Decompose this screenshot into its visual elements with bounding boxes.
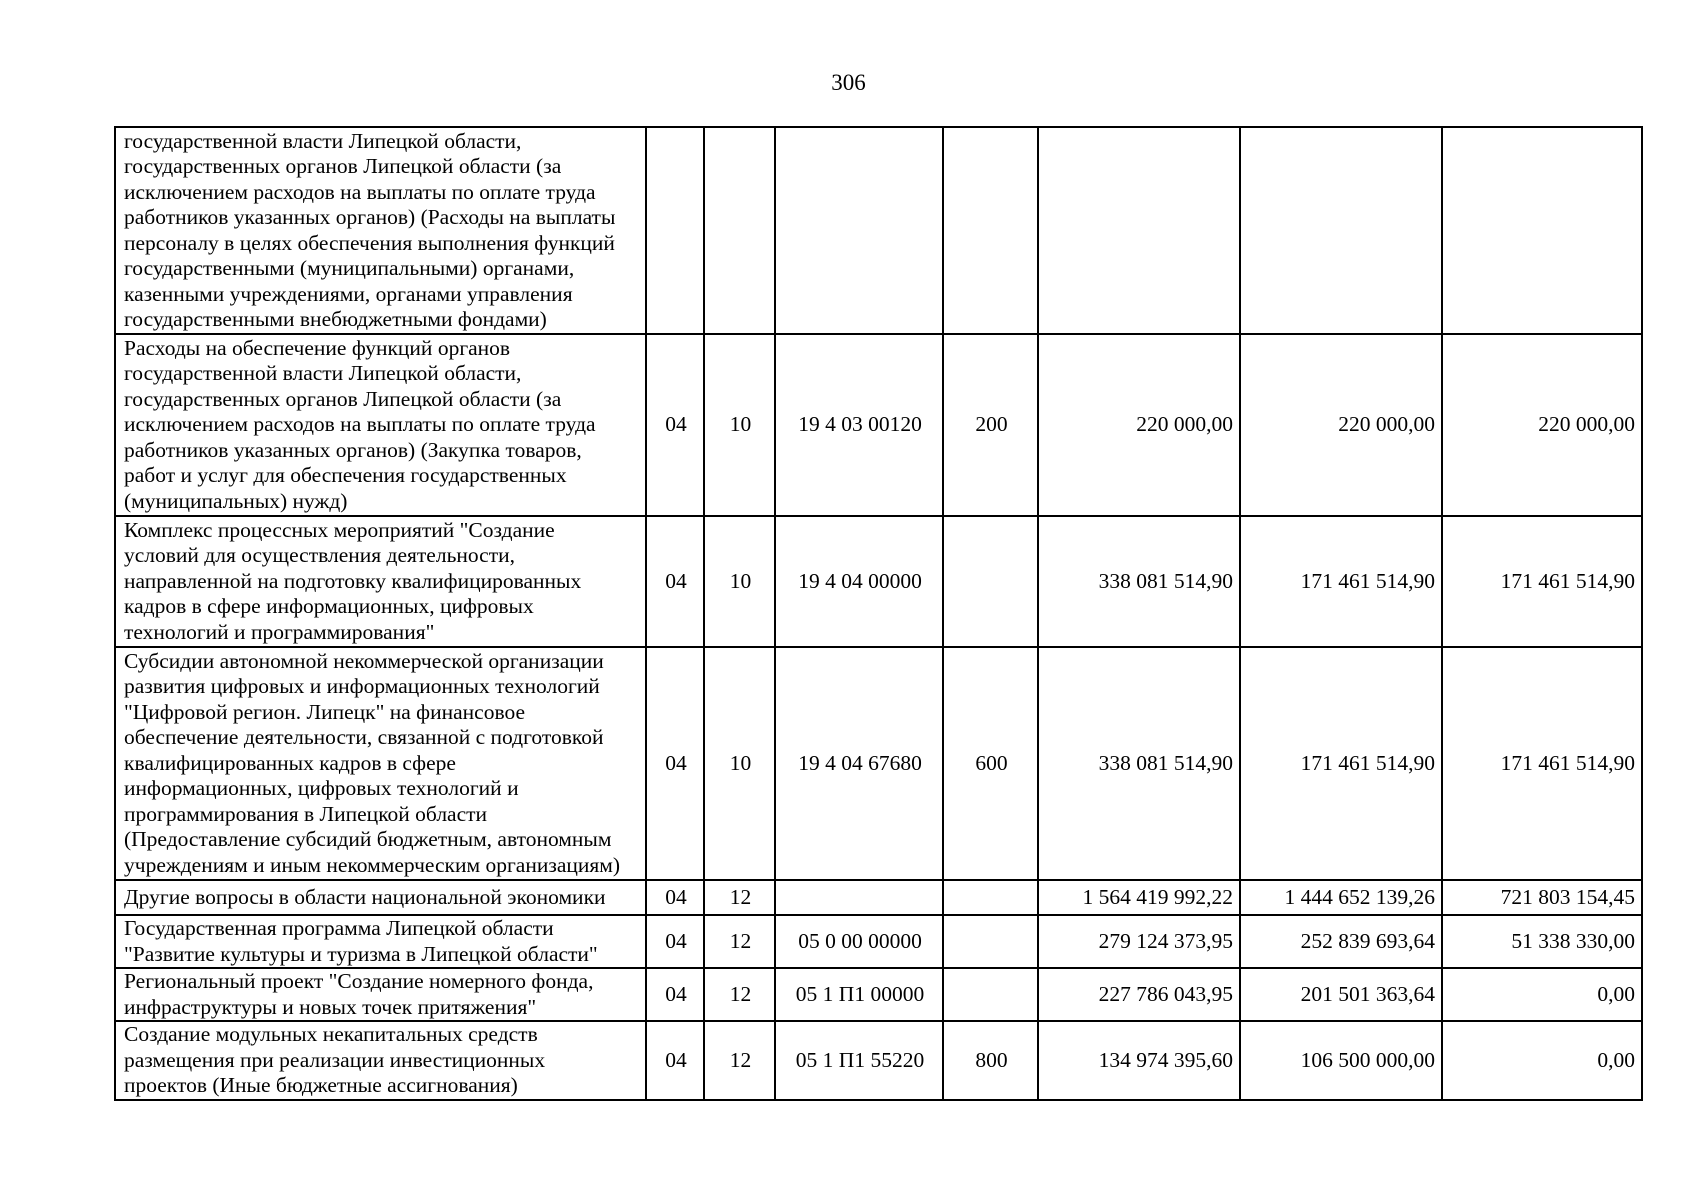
description-line: казенными учреждениями, органами управления xyxy=(124,281,573,306)
subsection-code-cell: 10 xyxy=(704,516,775,647)
section-code-cell: 04 xyxy=(646,915,704,968)
subsection-code-cell xyxy=(704,127,775,334)
expense-type-cell xyxy=(943,915,1038,968)
expense-type-cell: 800 xyxy=(943,1021,1038,1100)
target-article-cell: 05 1 П1 55220 xyxy=(775,1021,943,1100)
section-code-cell xyxy=(646,127,704,334)
table-row xyxy=(115,880,1642,915)
description-line: (Предоставление субсидий бюджетным, автономным xyxy=(124,827,612,852)
description-line: государственной власти Липецкой области, xyxy=(124,361,522,386)
amount-year-1-cell: 1 564 419 992,22 xyxy=(1038,880,1240,915)
amount-year-3-cell: 0,00 xyxy=(1442,1021,1642,1100)
subsection-code-cell: 10 xyxy=(704,647,775,880)
description-line: учреждениям и иным некоммерческим организациям) xyxy=(124,852,621,877)
table-row xyxy=(115,1021,1642,1100)
subsection-code-cell: 12 xyxy=(704,968,775,1021)
amount-year-3-cell: 220 000,00 xyxy=(1442,334,1642,516)
description-line: программирования в Липецкой области xyxy=(124,801,488,826)
description-line: размещения при реализации инвестиционных xyxy=(124,1047,546,1072)
description-line: государственных органов Липецкой области (за xyxy=(124,386,562,411)
description-line: информационных, цифровых технологий и xyxy=(124,776,519,801)
section-code-cell: 04 xyxy=(646,647,704,880)
description-line: Создание модульных некапитальных средств xyxy=(124,1022,538,1046)
section-code-cell: 04 xyxy=(646,880,704,915)
description-line: (муниципальных) нужд) xyxy=(124,488,348,513)
target-article-cell: 19 4 04 67680 xyxy=(775,647,943,880)
description-line: квалифицированных кадров в сфере xyxy=(124,750,456,775)
expense-type-cell xyxy=(943,880,1038,915)
description-cell xyxy=(115,647,646,880)
table-row xyxy=(115,334,1642,516)
amount-year-2-cell: 220 000,00 xyxy=(1240,334,1442,516)
description-line: условий для осуществления деятельности, xyxy=(124,543,515,568)
description-line: исключением расходов на выплаты по оплате труда xyxy=(124,412,596,437)
amount-year-1-cell: 338 081 514,90 xyxy=(1038,647,1240,880)
description-line: обеспечение деятельности, связанной с подготовкой xyxy=(124,725,604,750)
description-cell xyxy=(115,880,646,915)
target-article-cell: 19 4 03 00120 xyxy=(775,334,943,516)
budget-table-body xyxy=(115,127,1642,1100)
target-article-cell: 05 1 П1 00000 xyxy=(775,968,943,1021)
description-line: кадров в сфере информационных, цифровых xyxy=(124,594,534,619)
description-line: исключением расходов на выплаты по оплате труда xyxy=(124,179,596,204)
subsection-code-cell: 10 xyxy=(704,334,775,516)
target-article-cell xyxy=(775,880,943,915)
amount-year-2-cell: 201 501 363,64 xyxy=(1240,968,1442,1021)
amount-year-1-cell xyxy=(1038,127,1240,334)
expense-type-cell xyxy=(943,516,1038,647)
section-code-cell: 04 xyxy=(646,968,704,1021)
description-line: направленной на подготовку квалифицированных xyxy=(124,568,582,593)
description-line: Региональный проект "Создание номерного фонда, xyxy=(124,969,594,993)
description-cell xyxy=(115,915,646,968)
amount-year-3-cell: 721 803 154,45 xyxy=(1442,880,1642,915)
subsection-code-cell: 12 xyxy=(704,880,775,915)
target-article-cell: 05 0 00 00000 xyxy=(775,915,943,968)
description-line: инфраструктуры и новых точек притяжения" xyxy=(124,994,537,1019)
description-line: Государственная программа Липецкой области xyxy=(124,916,554,940)
description-line: работников указанных органов) (Закупка товаров, xyxy=(124,437,582,462)
section-code-cell: 04 xyxy=(646,516,704,647)
description-line: персоналу в целях обеспечения выполнения функций xyxy=(124,230,615,255)
table-row xyxy=(115,647,1642,880)
amount-year-3-cell: 171 461 514,90 xyxy=(1442,516,1642,647)
amount-year-1-cell: 279 124 373,95 xyxy=(1038,915,1240,968)
expense-type-cell xyxy=(943,127,1038,334)
expense-type-cell: 200 xyxy=(943,334,1038,516)
description-line: "Цифровой регион. Липецк" на финансовое xyxy=(124,699,526,724)
amount-year-1-cell: 220 000,00 xyxy=(1038,334,1240,516)
description-cell xyxy=(115,127,646,334)
amount-year-2-cell: 171 461 514,90 xyxy=(1240,647,1442,880)
description-line: работников указанных органов) (Расходы на выплаты xyxy=(124,205,616,229)
description-cell xyxy=(115,516,646,647)
amount-year-2-cell: 171 461 514,90 xyxy=(1240,516,1442,647)
amount-year-3-cell: 51 338 330,00 xyxy=(1442,915,1642,968)
description-line: развития цифровых и информационных технологий xyxy=(124,674,600,699)
table-row xyxy=(115,915,1642,968)
section-code-cell: 04 xyxy=(646,1021,704,1100)
description-line: "Развитие культуры и туризма в Липецкой области" xyxy=(124,941,598,966)
amount-year-3-cell: 0,00 xyxy=(1442,968,1642,1021)
budget-table xyxy=(114,126,1643,1101)
amount-year-2-cell xyxy=(1240,127,1442,334)
description-line: государственными (муниципальными) органами, xyxy=(124,256,575,280)
target-article-cell: 19 4 04 00000 xyxy=(775,516,943,647)
expense-type-cell xyxy=(943,968,1038,1021)
expense-type-cell: 600 xyxy=(943,647,1038,880)
description-line: Субсидии автономной некоммерческой организации xyxy=(124,648,604,673)
description-cell xyxy=(115,1021,646,1100)
table-row xyxy=(115,968,1642,1021)
section-code-cell: 04 xyxy=(646,334,704,516)
amount-year-2-cell: 1 444 652 139,26 xyxy=(1240,880,1442,915)
amount-year-1-cell: 338 081 514,90 xyxy=(1038,516,1240,647)
description-cell xyxy=(115,968,646,1021)
description-cell xyxy=(115,334,646,516)
amount-year-2-cell: 252 839 693,64 xyxy=(1240,915,1442,968)
amount-year-1-cell: 227 786 043,95 xyxy=(1038,968,1240,1021)
subsection-code-cell: 12 xyxy=(704,1021,775,1100)
description-line: государственных органов Липецкой области (за xyxy=(124,154,562,178)
description-line: государственной власти Липецкой области, xyxy=(124,128,522,153)
amount-year-1-cell: 134 974 395,60 xyxy=(1038,1021,1240,1100)
description-line: проектов (Иные бюджетные ассигнования) xyxy=(124,1073,518,1097)
table-row xyxy=(115,127,1642,334)
amount-year-3-cell: 171 461 514,90 xyxy=(1442,647,1642,880)
description-line: Комплекс процессных мероприятий "Создание xyxy=(124,517,555,542)
description-line: Расходы на обеспечение функций органов xyxy=(124,335,511,360)
description-line: Другие вопросы в области национальной экономики xyxy=(124,884,606,909)
target-article-cell xyxy=(775,127,943,334)
table-row xyxy=(115,516,1642,647)
page-number: 306 xyxy=(831,70,866,95)
subsection-code-cell: 12 xyxy=(704,915,775,968)
description-line: работ и услуг для обеспечения государственных xyxy=(124,463,567,488)
amount-year-2-cell: 106 500 000,00 xyxy=(1240,1021,1442,1100)
amount-year-3-cell xyxy=(1442,127,1642,334)
description-line: государственными внебюджетными фондами) xyxy=(124,307,547,331)
description-line: технологий и программирования" xyxy=(124,619,435,644)
